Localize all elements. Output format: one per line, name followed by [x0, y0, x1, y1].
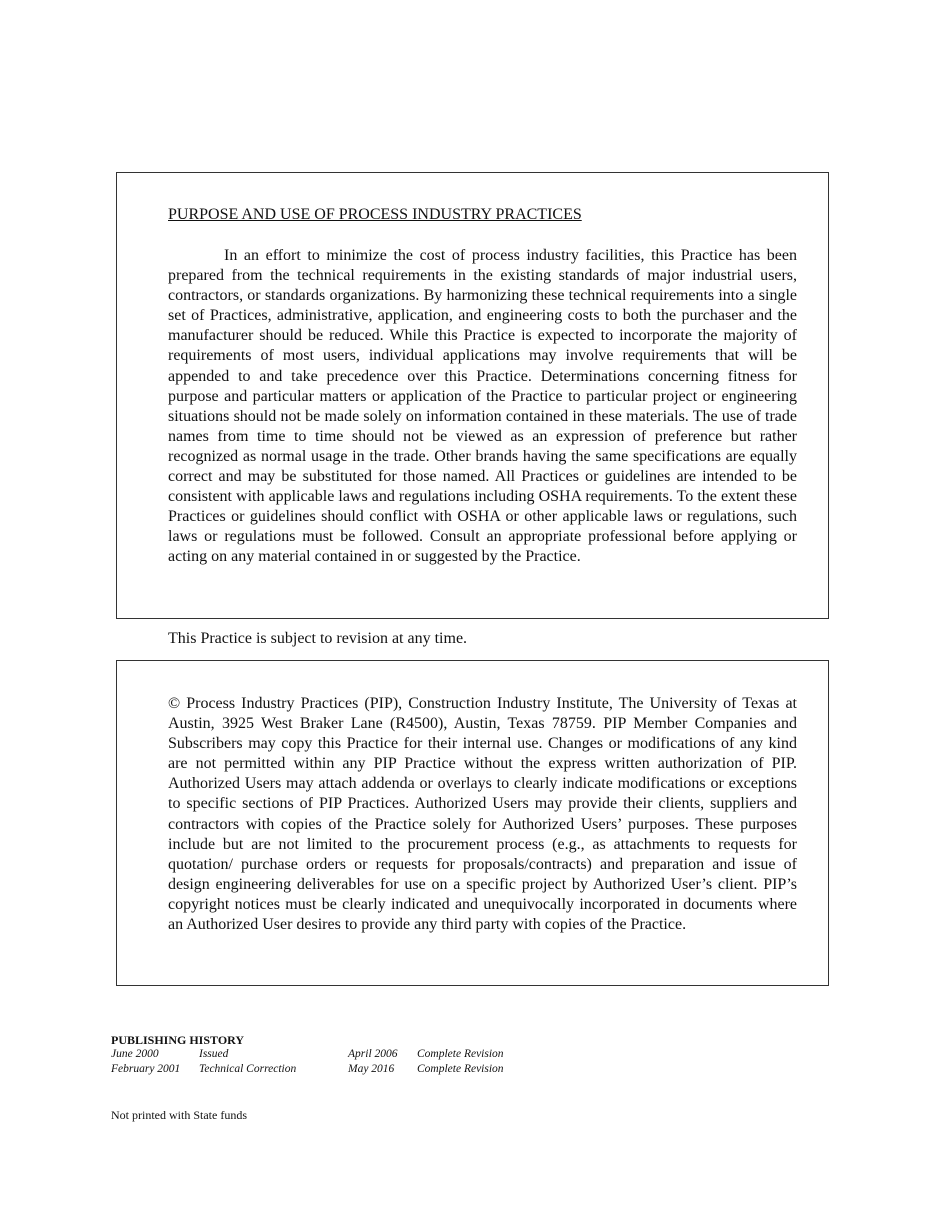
state-funds-note: Not printed with State funds — [111, 1108, 247, 1122]
history-date: June 2000 — [111, 1048, 159, 1060]
copyright-paragraph: © Process Industry Practices (PIP), Construction Industry Institute, The University of Texas at Austin, 3925 West Braker Lane (R4500), Austin, Texas 78759. PIP Member Companies and Subscribers may copy this Practice for their internal use. Changes or modifications of any kind are not permitted within any PIP Practice without the express written authorization of PIP. Authorized Users may attach addenda or overlays to clearly indicate modifications or exceptions to specific sections of PIP Practices. Authorized Users may provide their clients, suppliers and contractors with copies of the Practice solely for Authorized Users’ purposes. These purposes include but are not limited to the procurement process (e.g., as attachments to requests for quotation/ purchase orders or requests for proposals/contracts) and preparation and issue of design engineering deliverables for use on a specific project by Authorized User’s client. PIP’s copyright notices must be clearly indicated and unequivocally incorporated in documents where an Authorized User desires to provide any third party with copies of the Practice. — [168, 695, 797, 934]
revision-note: This Practice is subject to revision at any time. — [168, 630, 468, 647]
history-date: February 2001 — [111, 1063, 181, 1075]
history-event: Complete Revision — [417, 1048, 504, 1060]
history-event: Technical Correction — [199, 1063, 297, 1075]
purpose-heading: PURPOSE AND USE OF PROCESS INDUSTRY PRACTICES — [168, 206, 582, 223]
publishing-history-title: PUBLISHING HISTORY — [111, 1033, 245, 1047]
history-event: Issued — [199, 1048, 229, 1060]
history-date: April 2006 — [348, 1048, 398, 1060]
history-event: Complete Revision — [417, 1063, 504, 1075]
history-date: May 2016 — [348, 1063, 395, 1075]
purpose-paragraph: In an effort to minimize the cost of process industry facilities, this Practice has been prepared from the technical requirements in the existing standards of major industrial users, contractors, or standards organizations. By harmonizing these technical requirements into a single set of Practices, administrative, application, and engineering costs to both the purchaser and the manufacturer should be reduced. While this Practice is expected to incorporate the majority of requirements of most users, individual applications may involve requirements that will be appended to and take precedence over this Practice. Determinations concerning fitness for purpose and particular matters or application of the Practice to particular project or engineering situations should not be made solely on information contained in these materials. The use of trade names from time to time should not be viewed as an expression of preference but rather recognized as normal usage in the trade. Other brands having the same specifications are equally correct and may be substituted for those named. All Practices or guidelines are intended to be consistent with applicable laws and regulations including OSHA requirements. To the extent these Practices or guidelines should conflict with OSHA or other applicable laws or regulations, such laws or regulations must be followed. Consult an appropriate professional before applying or acting on any material contained in or suggested by the Practice. — [168, 247, 797, 566]
